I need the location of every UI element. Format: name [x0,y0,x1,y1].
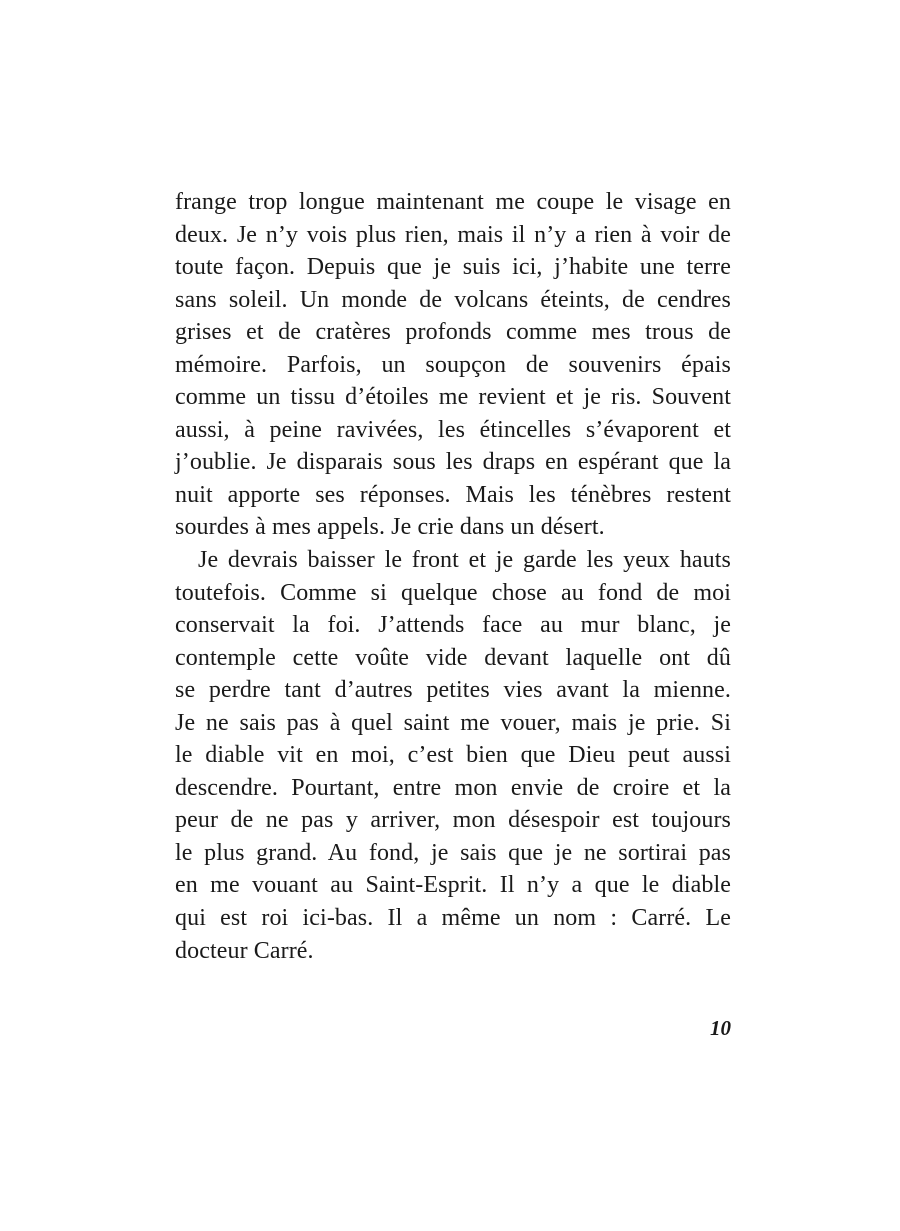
text-line: conservait la foi. J’attends face au mur blanc, je [175,612,731,639]
text-line: sourdes à mes appels. Je crie dans un désert. [175,514,605,541]
text-line: aussi, à peine ravivées, les étincelles s’évaporent et [175,416,731,443]
text-line: Je ne sais pas à quel saint me vouer, mais je prie. Si [175,709,731,736]
text-line: descendre. Pourtant, entre mon envie de croire et la [175,774,731,801]
text-line: qui est roi ici-bas. Il a même un nom : Carré. Le [175,905,731,932]
text-line: contemple cette voûte vide devant laquelle ont dû [175,644,731,671]
text-line: j’oublie. Je disparais sous les draps en espérant que la [175,449,731,476]
text-line: Je devrais baisser le front et je garde les yeux hauts [198,547,731,574]
text-line: mémoire. Parfois, un soupçon de souvenirs épais [175,351,731,378]
text-line: peur de ne pas y arriver, mon désespoir est toujours [175,807,731,834]
text-line: deux. Je n’y vois plus rien, mais il n’y a rien à voir de [175,221,731,248]
page-number: 10 [710,1016,731,1040]
text-line: le diable vit en moi, c’est bien que Dieu peut aussi [175,742,731,769]
text-line: nuit apporte ses réponses. Mais les ténèbres restent [175,481,731,508]
text-line: le plus grand. Au fond, je sais que je ne sortirai pas [175,839,731,866]
text-line: docteur Carré. [175,937,314,964]
text-line: grises et de cratères profonds comme mes trous de [175,319,731,346]
text-line: comme un tissu d’étoiles me revient et je ris. Souvent [175,384,731,411]
text-block [175,186,731,967]
text-line: frange trop longue maintenant me coupe le visage en [175,189,731,215]
text-line: sans soleil. Un monde de volcans éteints, de cendres [175,286,731,313]
text-line: toute façon. Depuis que je suis ici, j’habite une terre [175,254,731,281]
text-line: en me vouant au Saint-Esprit. Il n’y a que le diable [175,872,731,899]
text-line: se perdre tant d’autres petites vies avant la mienne. [175,677,731,704]
text-line: toutefois. Comme si quelque chose au fond de moi [175,579,731,606]
